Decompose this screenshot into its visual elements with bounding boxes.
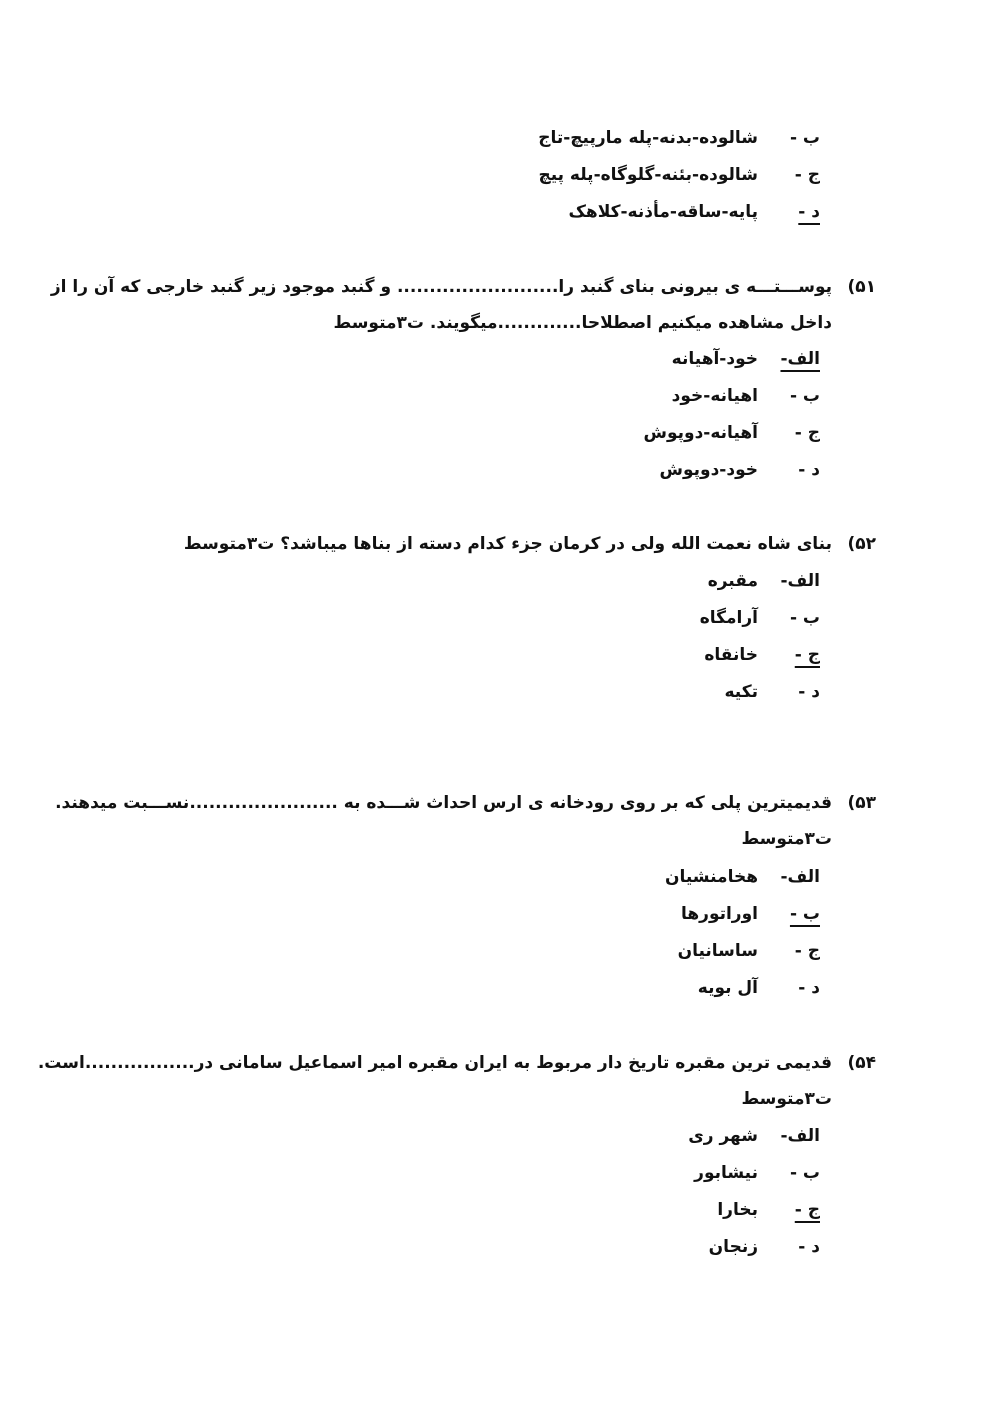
option-text: اهیانه-خود [671,386,758,406]
option-letter: د - [798,460,820,480]
option-54-b [420,1155,820,1191]
question-text-line: ت۳متوسط [741,829,832,849]
option-text: تکیه [724,682,758,702]
option-letter: الف- [780,1126,820,1146]
option-52-alef [420,563,820,599]
question-53 [55,785,876,857]
option-53-alef [420,859,820,895]
option-text: اوراتورها [680,904,758,924]
option-top-b [420,120,820,156]
option-54-j [420,1192,820,1228]
option-letter: الف- [780,867,820,887]
option-letter: د - [798,682,820,702]
option-text: شالوده-بئنه-گلوگاه-پله پیچ [538,165,758,185]
option-letter: د - [798,1237,820,1257]
option-letter: ج - [794,423,820,443]
question-52 [112,526,876,562]
option-text: خانقاه [704,645,758,665]
option-letter: ب - [789,1163,820,1183]
option-top-d [420,194,820,230]
option-text: آل بویه [697,978,758,998]
option-text: خود-دوپوش [659,460,758,480]
option-letter-marked: د - [798,202,820,222]
option-53-b [420,896,820,932]
option-top-j [420,157,820,193]
option-text: خود-آهیانه [671,349,758,369]
option-54-alef [420,1118,820,1154]
option-letter-marked: الف- [780,349,820,369]
option-text: نیشابور [694,1163,758,1183]
question-text-line: ت۳متوسط [741,1089,832,1109]
option-letter: ب - [789,608,820,628]
question-number: ۵۳) [847,793,876,813]
option-52-j [420,637,820,673]
option-text: شهر ری [688,1126,758,1146]
question-text-line: قدیمیترین پلی که بر روی رودخانه ی ارس احداث شـــده به .......................نســـبت میدهند. [55,793,832,813]
question-54 [37,1045,876,1117]
option-52-b [420,600,820,636]
option-letter: ج - [794,941,820,961]
option-text: آهیانه-دوپوش [643,423,758,443]
question-text-line: بنای شاه نعمت الله ولی در کرمان جزء کدام دسته از بناها میباشد؟ ت۳متوسط [183,534,832,554]
option-letter: الف- [780,571,820,591]
option-text: زنجان [708,1237,758,1257]
option-letter-marked: ج - [794,1200,820,1220]
option-letter: ب - [789,128,820,148]
option-52-d [420,674,820,710]
option-51-j [420,415,820,451]
option-letter: ج - [794,165,820,185]
question-51 [50,269,876,341]
question-number: ۵۴) [847,1053,876,1073]
option-letter: ب - [789,386,820,406]
option-53-j [420,933,820,969]
option-51-alef [420,341,820,377]
question-text-line: قدیمی ترین مقبره تاریخ دار مربوط به ایران مقبره امیر اسماعیل سامانی در.................است. [37,1053,832,1073]
question-number: ۵۱) [847,277,876,297]
option-51-b [420,378,820,414]
option-text: شالوده-بدنه-پله مارپیچ-تاج [538,128,758,148]
option-letter: د - [798,978,820,998]
question-text-line: پوســـتـــه ی بیرونی بنای گنبد را......................... و گنبد موجود زیر گنبد خارجی که آن را از [50,277,832,297]
option-text: ساسانیان [677,941,758,961]
question-text-line: داخل مشاهده میکنیم اصطلاحا.............میگویند. ت۳متوسط [333,313,832,333]
option-text: بخارا [717,1200,758,1220]
option-51-d [420,452,820,488]
option-letter-marked: ج - [794,645,820,665]
option-letter-marked: ب - [789,904,820,924]
option-text: آرامگاه [699,608,758,628]
question-number: ۵۲) [847,534,876,554]
option-54-d [420,1229,820,1265]
option-text: هخامنشیان [664,867,758,887]
option-text: مقبره [707,571,758,591]
option-53-d [420,970,820,1006]
option-text: پایه-ساقه-مأذنه-کلاهک [568,202,758,222]
